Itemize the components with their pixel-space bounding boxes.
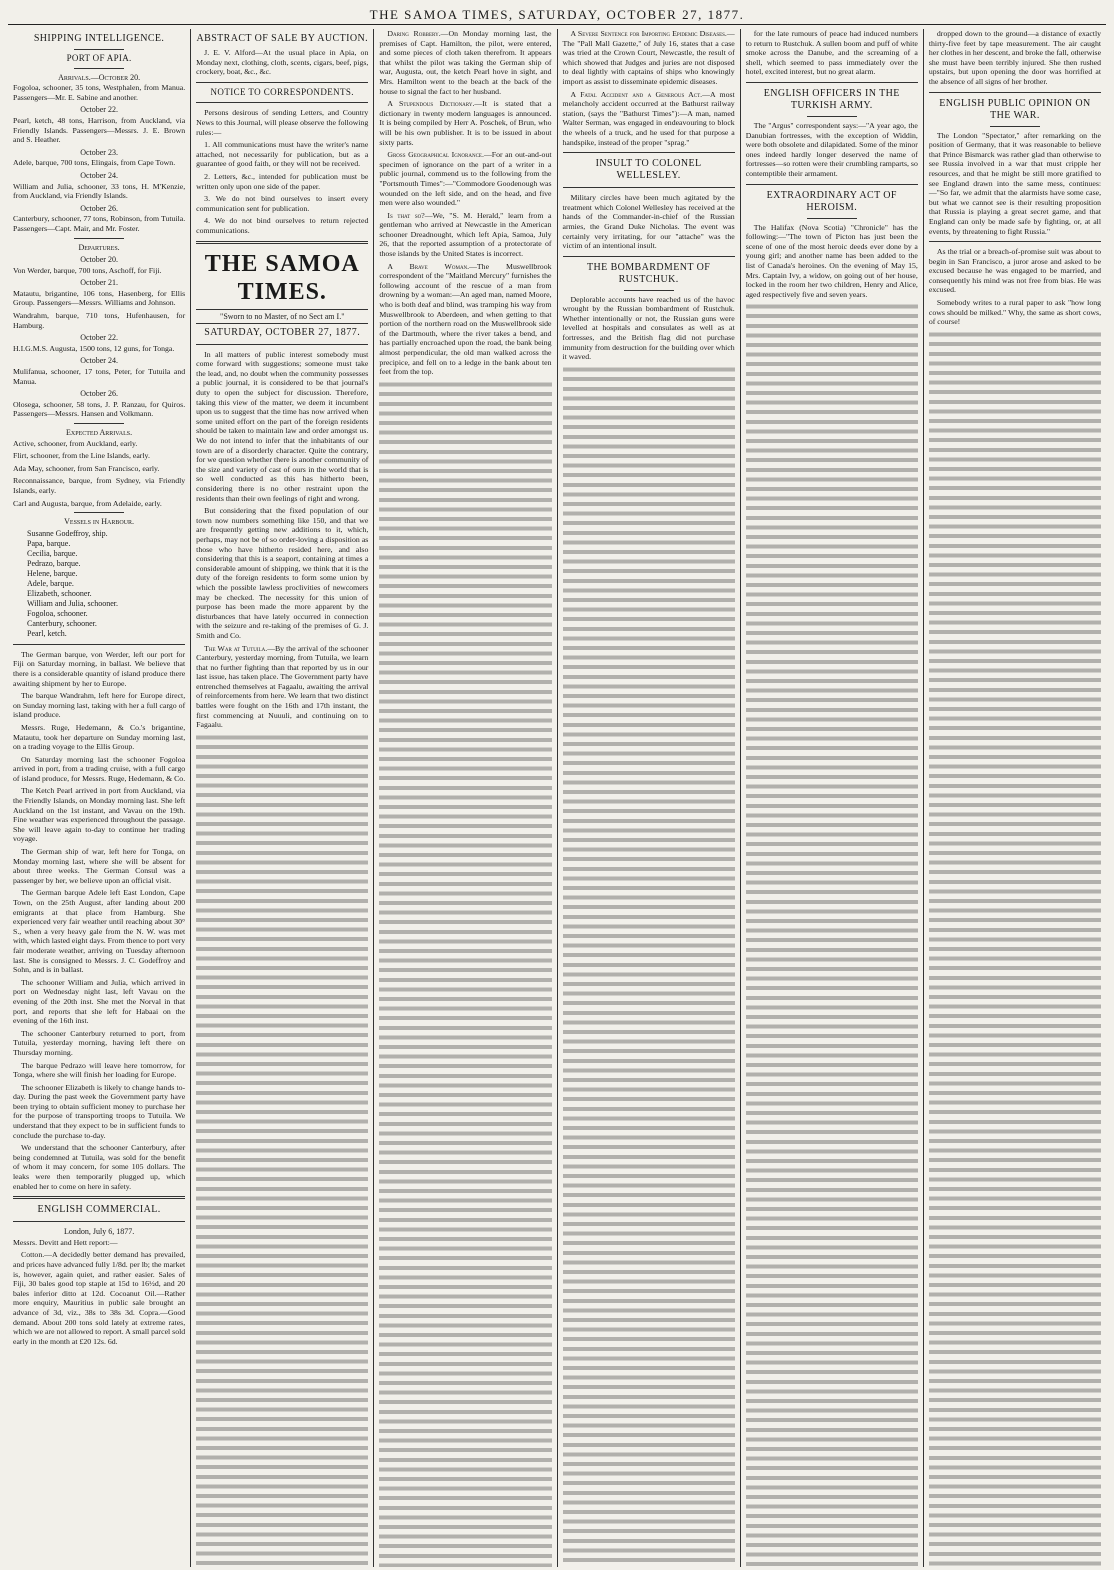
entry-date: October 20. [80,255,118,265]
departures-list [13,255,185,419]
harbour-entry: Papa, barque. [27,538,71,548]
paper-motto: "Sworn to no Master, of no Sect am I." [196,309,368,325]
ship-entry: Pearl, ketch, 48 tons, Harrison, from Auckland, via Friendly Islands. Passengers—Messrs. J. E. Brown and S. Heather. [13,115,186,145]
shipping-title: SHIPPING INTELLIGENCE. [33,33,165,44]
shipping-note: The barque Pedrazo will leave here tomorrow, for Tonga, where she will finish her loading for Europe. [13,1060,186,1080]
notice-intro: Persons desirous of sending Letters, and Country News to this Journal, will please observe the following rules:— [196,108,369,137]
editorial-paragraph: In all matters of public interest somebody must come forward with suggestions; someone must take the lead, and, no doubt when the community possesses a public journal, it is considered to be that journal's duty to open the subject for discussion. Therefore, taking this view of the matter, we deem it incumbent upon us to suggest that the time has now arrived when some united effort on the part of the foreign residents should be taken to maintain law and order amongst us. We do not intend to infer that the inhabitants of our town are of a disorderly character. Quite the contrary, for we question whether there is another community of the size and variety of cast of ours in the world that is so well conducted as this has hitherto been, considering there is no other restraint upon the residents than their own feelings of right and wrong. [196,349,369,503]
body-text-filler [929,330,1101,1567]
ship-entry: Fogoloa, schooner, 35 tons, Westphalen, from Manua. Passengers—Mr. E. Sabine and another. [13,83,186,102]
entry-date: October 26. [80,389,118,399]
divider [196,82,368,83]
auction-text: J. E. V. Alford—At the usual place in Apia, on Monday next, clothing, cloth, scents, cigars, beef, pigs, crockery, boat, &c., &c. [196,48,369,77]
ignorance-title: Gross Geographical Ignorance. [387,150,484,160]
divider [13,644,185,645]
brave-article: A Brave Woman.—The Muswellbrook correspondent of the "Maitland Mercury" furnishes the following account of the rescue of a man from drowning by a woman:—An aged man, named Moore, who is both deaf and blind, was tramping his way from Muswellbrook to Aberdeen, and when getting to that portion of the northern road on the Muswellbrook side of the Dartmouth, where the river takes a bend, and has partially encroached upon the road, the bank being almost perpendicular, the old man walked across the precipice, and fell on to a ledge in the bank about ten feet from the top. [379,261,552,377]
divider [74,512,124,513]
port-title: PORT OF APIA. [66,53,132,63]
ignorance-text: For an out-and-out specimen of ignorance on the part of a writer in a public journal, commend us to the following from the "Portsmouth Times":—"Commodore Goodenough was wounded on the left side, and on the head, and five men were also wounded." [379,150,552,208]
closing-text: Somebody writes to a rural paper to ask "how long cows should be milked." Why, the same as short cows, of course! [928,298,1102,327]
harbour-entry: Pedrazo, barque. [27,558,81,568]
col6-lead-text: dropped down to the ground—a distance of exactly thirty-five feet by tape measurement. The air caught her clothes in her descent, and broke the fall, otherwise she must have been terribly injured. She then rushed upstairs, but upon opening the door was horrified at the absence of all signs of her brother. [928,29,1102,86]
divider [929,92,1101,93]
ship-entry: Matautu, brigantine, 106 tons, Hasenberg, for Ellis Group. Passengers—Messrs. Williams and Johnson. [13,288,186,308]
expected-entry: Reconnaissance, barque, from Sydney, via Friendly Islands, early. [13,476,186,495]
shipping-note: The barque Wandrahm, left here for Europe direct, on Sunday morning last, taking with her a full cargo of island produce. [13,691,186,720]
war-text: By the arrival of the schooner Canterbury, yesterday morning, from Tutuila, we learn that no further fighting than that reported by us in our last issue, has taken place. The Government party have entrenched themselves at Fagaalu, awaiting the arrival of reinforcements from here. We learn that two distinct battles were fought on the 16th and 17th instant, the first commencing at Nuuuli, and continuing on to Fagaalu. [196,643,369,730]
harbour-entry: Cecilia, barque. [27,548,78,558]
body-text-filler [196,733,368,1567]
robbery-article: Daring Robbery.—On Monday morning last, the premises of Capt. Hamilton, the pilot, were entered, and some pieces of cloth taken therefrom. It appears that whilst the pilot was taking the German ship of war, Augusta, out, the ketch Pearl hove in sight, and Mrs. Hamilton went to the beach at the back of the house to signal the fact to her husband. [379,29,552,96]
officers-title: ENGLISH OFFICERS IN THE TURKISH ARMY. [763,87,900,111]
ship-entry: Mulifanua, schooner, 17 tons, Peter, for Tutuila and Manua. [13,367,186,386]
shipping-notes-2 [13,888,185,1191]
divider [74,423,124,424]
column-1 [8,29,191,1567]
harbour-entry: Canterbury, schooner. [27,618,97,628]
accident-text: A most melancholy accident occurred at the Bathurst railway station, (says the "Bathurst Times"):—A man, named Walter Serman, was engaged in endeavouring to block the wheels of a truck, and he used for that purpose a handspike, instead of the proper "sprag." [562,89,735,147]
expected-label: Expected Arrivals. [66,428,133,437]
expected-entry: Active, schooner, from Auckland, early. [13,438,138,448]
divider [196,102,368,103]
sentence-article: A Severe Sentence for Importing Epidemic Diseases.—The "Pall Mall Gazette," of July 16, states that a case was tried at the Crown Court, Newcastle, the result of which showed that Judges and juries are not disposed to deal lightly with captains of ships who knowingly import as assist to disseminate epidemic diseases. [562,29,735,86]
divider [624,290,674,291]
notice-title: NOTICE TO CORRESPONDENTS. [210,86,354,97]
divider [74,238,124,239]
commercial-date: London, July 6, 1877. [63,1227,135,1237]
harbour-list [27,529,185,639]
commercial-from: Messrs. Devitt and Hett report:— [13,1237,118,1247]
auction-title: ABSTRACT OF SALE BY AUCTION. [196,33,368,44]
heroism-title: EXTRAORDINARY ACT OF HEROISM. [766,189,897,213]
officers-text: The "Argus" correspondent says:—"A year ago, the Danubian fortresses, with the exception of Widdin, were both obsolete and dilapidated. Some of the minor ones indeed hardly longer deserved the name of fortresses—so rotten were their crumbling ramparts, so contemptible their armament. [745,120,918,178]
columns [8,29,1106,1567]
entry-date: October 22. [80,333,118,343]
robbery-text: On Monday morning last, the premises of Capt. Hamilton, the pilot, were entered, and some pieces of cloth taken therefrom. It appears that whilst the pilot was taking the German ship of war, Augusta, out, the ketch Pearl hove in sight, and Mrs. Hamilton went to the beach at the back of the house to signal the fact to her husband. [379,29,552,96]
entry-date: October 21. [80,278,118,288]
entry-date: October 22. [80,105,118,115]
body-text-filler [563,365,735,1567]
entry-date: October 24. [80,170,118,180]
brave-text: The Muswellbrook correspondent of the "Maitland Mercury" furnishes the following account of the rescue of a man from drowning by a woman:—An aged man, named Moore, who is both deaf and blind, was tramping his way from Muswellbrook to Aberdeen, and when getting to that portion of the northern road on the Muswellbrook side of the Dartmouth, where the river takes a bend, and has partially encroached upon the road, the bank being almost perpendicular, the old man walked across the precipice, and fell on to a ledge in the bank about ten feet from the top. [379,261,552,377]
column-6 [924,29,1106,1567]
divider [563,256,735,257]
shipping-note: The Ketch Pearl arrived in port from Auckland, via the Friendly Islands, on Monday morning last. She left Auckland on the 1st instant, and Vavau on the 19th. Fine weather was experienced throughout the passage. She will leave again to-day to continue her trading voyage. [13,786,186,844]
divider [196,344,368,345]
shipping-note: On Saturday morning last the schooner Fogoloa arrived in port, from a trading cruise, with a full cargo of island produce, for Messrs. Ruge, Hedemann, & Co. [13,754,186,783]
ship-entry: Wandrahm, barque, 710 tons, Hufenhausen, for Hamburg. [13,311,186,330]
shipping-note: The German barque Adele left East London, Cape Town, on the 25th August, after landing about 200 emigrants at that place from Hamburg. She experienced very fair weather until reaching about 30° S., when a very heavy gale from the N. W. was met with, which lasted eight days. From thence to port very fair moderate weather, arriving on Tuesday afternoon last. She is consigned to Messrs. J. C. Godeffroy and Sohn, and is in ballast. [13,888,186,975]
shipping-note: The German ship of war, left here for Tonga, on Monday morning last, where she will be absent for about three weeks. The German Consul was a passenger by her, we believe upon an official visit. [13,847,186,885]
shipping-note: Messrs. Ruge, Hedemann, & Co.'s brigantine, Matautu, took her departure on Sunday morning last, on a trading voyage to the Ellis Group. [13,722,186,752]
robbery-title: Daring Robbery. [387,29,441,38]
entry-date: October 26. [80,203,118,213]
divider [746,82,918,83]
publication-date: SATURDAY, OCTOBER 27, 1877. [204,327,361,339]
bombard-text: Deplorable accounts have reached us of the havoc wrought by the Russian bombardment of Rustchuk. Whether intentionally or not, the Russian guns were levelled at hospitals and consulates as well as at fortresses, and the British flag did not purchase immunity from destruction for the building over which it waved. [562,294,735,362]
divider [74,68,124,69]
column-4 [558,29,741,1567]
divider [13,1221,185,1222]
insult-title: INSULT TO COLONEL WELLESLEY. [595,158,702,182]
departures-label: Departures. [78,242,120,252]
editorial [196,350,368,641]
opinion-title: ENGLISH PUBLIC OPINION ON THE WAR. [939,97,1091,121]
column-5 [741,29,924,1567]
expected-entry: Flirt, schooner, from the Line Islands, early. [13,451,150,461]
ignorance-article: Gross Geographical Ignorance.—For an out-and-out specimen of ignorance on the part of a writer in a public journal, commend us to the following from the "Portsmouth Times":—"Commodore Goodenough was wounded on the left side, and on the head, and five men were also wounded." [379,150,552,208]
war-title: The War at Tutuila. [204,643,268,653]
divider [746,184,918,185]
ship-entry: Adele, barque, 700 tons, Elingais, from Cape Town. [13,158,176,168]
ship-entry: Von Werder, barque, 700 tons, Aschoff, for Fiji. [13,265,162,275]
ship-entry: H.I.G.M.S. Augusta, 1500 tons, 12 guns, for Tonga. [13,343,175,353]
column-3 [374,29,557,1567]
commercial-text: Cotton.—A decidedly better demand has prevailed, and prices have advanced fully 1/8d. per lb; the market is, however, again quiet, and rather easier. Sales of Fiji, 30 bales good top staple at 15d to 16½d, and 20 bales inferior ditto at 12d. Cocoanut Oil.—Rather more enquiry, Mauritius in public sale brought an advance of 3d, viz., 38s to 38s 3d. Copra.—Good demand. About 200 tons sold lately at extreme rates, which we are not allowed to report. A small parcel sold early in the month at £20 12s. 6d. [13,1250,186,1346]
divider [196,241,368,244]
running-header: THE SAMOA TIMES, SATURDAY, OCTOBER 27, 1877. [8,6,1106,25]
isthatso-text: We, "S. M. Herald," learn from a gentleman who arrived at Newcastle in the American schooner Dreadnought, which left Apia, Samoa, July 26, that the reported assumption of a protectorate of those islands by the United States is incorrect. [379,210,552,259]
harbour-label: Vessels in Harbour. [64,517,135,527]
shipping-note: The schooner Elizabeth is likely to change hands to-day. During the past week the Government party have been trying to obtain sufficient money to purchase her for the purpose of transporting troops to Tutuila. We understand that they expect to be in sufficient funds to conclude the purchase to-day. [13,1082,186,1140]
divider [74,49,124,50]
harbour-entry: William and Julia, schooner. [27,598,118,608]
isthatso-article: Is that so?—We, "S. M. Herald," learn from a gentleman who arrived at Newcastle in the American schooner Dreadnought, which left Apia, Samoa, July 26, that the reported assumption of a protectorate of those islands by the United States is incorrect. [379,210,552,259]
bombard-title: THE BOMBARDMENT OF RUSTCHUK. [587,261,711,285]
divider [929,241,1101,242]
shipping-note: The schooner Canterbury returned to port, from Tutuila, yesterday morning, having left there on Thursday morning. [13,1028,186,1057]
divider [563,187,735,188]
expected-entry: Carl and Augusta, barque, from Adelaide, early. [13,498,162,508]
divider [807,116,857,117]
insult-text: Military circles have been much agitated by the treatment which Colonel Wellesley has received at the hands of the Commander-in-chief of the Russian armies, the Grand Duke Nicholas. The event was certainly very irritating, for our "attache" was the victim of an intentional insult. [562,193,735,251]
body-text-filler [379,380,551,1567]
divider [13,1196,185,1199]
entry-date: October 23. [80,147,118,157]
harbour-entry: Elizabeth, schooner. [27,588,92,598]
harbour-entry: Susanne Godeffroy, ship. [27,528,108,538]
expected-entry: Ada May, schooner, from San Francisco, early. [13,463,160,473]
dictionary-text: It is stated that a dictionary in twenty modern languages is announced. It is being compiled by Herr A. Poschek, of Brun, who will be his own publisher. It is to be issued in about sixty parts. [379,99,552,147]
harbour-entry: Adele, barque. [27,578,74,588]
divider [990,126,1040,127]
divider [807,218,857,219]
shipping-note: The German barque, von Werder, left our port for Fiji on Saturday morning, in ballast. We believe that there is a considerable quantity of island produce there awaiting shipment by her to Europe. [13,649,186,688]
accident-article: A Fatal Accident and a Generous Act.—A most melancholy accident occurred at the Bathurst railway station, (says the "Bathurst Times"):—A man, named Walter Serman, was engaged in endeavouring to block the wheels of a truck, and he used for that purpose a handspike, instead of the proper "sprag." [562,89,735,147]
expected-list [13,439,185,509]
paper-title: THE SAMOA TIMES. [204,250,360,305]
sentence-title: A Severe Sentence for Importing Epidemic Diseases. [570,29,727,38]
opinion-text: The London "Spectator," after remarking on the position of Germany, that it was reasonable to believe that Prince Bismarck was rather glad than otherwise to see Russia involved in a war that must cripple her resources, and that he might be still more gratified to see England drawn into the same mess, continues:—"So far, we admit that the alarmists have some case, but what we cannot see is their resulting proposition that Russia is playing a great secret game, and that England can only be made safe by fighting, or, at all events, by threatening to fight Russia." [928,130,1102,236]
notice-rule: 3. We do not bind ourselves to insert every communication sent for publication. [196,194,369,213]
arrivals-list [13,83,185,233]
editorial-paragraph: But considering that the fixed population of our town now numbers something like 150, and that we are frequently getting new additions to it, which, perhaps, may not be of so order-loving a disposition as those who have hitherto resided here, and also considering that this is a seaport, containing at times a considerable amount of shipping, we think that it is the duty of the foreign residents to form some union by which the possible lawless proclivities of newcomers may be checked. The necessity for this union of purpose has been made the more apparent by the disturbances that have lately occurred in connection with the seizure and re-taking of the premises of G. J. Smith and Co. [196,506,369,640]
masthead [196,250,368,338]
harbour-entry: Helene, barque. [27,568,78,578]
ship-entry: Canterbury, schooner, 77 tons, Robinson, from Tutuila. Passengers—Capt. Mair, and Mr. Foster. [13,214,186,233]
accident-title: A Fatal Accident and a Generous Act. [570,89,703,99]
dictionary-title: A Stupendous Dictionary. [387,99,475,109]
entry-date: October 24. [80,356,118,366]
ship-entry: William and Julia, schooner, 33 tons, H. M'Kenzie, from Auckland, via Friendly Islands. [13,181,186,201]
ship-entry: Olosega, schooner, 58 tons, J. P. Ranzau, for Quiros. Passengers—Messrs. Hansen and Volkmann. [13,399,186,419]
isthatso-title: Is that so? [387,210,425,220]
trial-text: As the trial or a breach-of-promise suit was about to begin in San Francisco, a juror arose and asked to be excused because he was engaged to be married, and consequently his mind was not free from bias. He was excused. [928,247,1102,295]
dictionary-article: A Stupendous Dictionary.—It is stated that a dictionary in twenty modern languages is announced. It is being compiled by Herr A. Poschek, of Brun, who will be his own publisher. It is to be issued in about sixty parts. [379,99,552,147]
body-text-filler [746,302,918,1567]
sentence-text: The "Pall Mall Gazette," of July 16, states that a case was tried at the Crown Court, Newcastle, the result of which showed that Judges and juries are not disposed to deal lightly with captains of ships who knowingly import as assist to disseminate epidemic diseases. [562,38,735,86]
brave-title: A Brave Woman. [387,261,470,271]
arrivals-label: Arrivals.—October 20. [58,72,141,82]
commercial-title: ENGLISH COMMERCIAL. [37,1204,161,1216]
harbour-entry: Fogoloa, schooner. [27,608,88,618]
divider [563,152,735,153]
heroism-text: The Halifax (Nova Scotia) "Chronicle" has the following:—"The town of Picton has just been the scene of one of the most heroic deeds ever done by a young girl; and another name has been added to the list of Canada's heroines. On the evening of May 15, Mrs. Captain Ivy, a widow, on going out of her house, locked in the room her two children, Henry and Alice, aged respectively five and seven years. [745,222,918,299]
notice-rule: 1. All communications must have the writer's name attached, not necessarily for publication, but as a guarantee of good faith, or they will not be received. [196,140,369,169]
column-2 [191,29,374,1567]
shipping-note: The schooner William and Julia, which arrived in port on Wednesday night last, left Vavau on the evening of the 20th inst. She met the Norval in that port, and reports that she left for Habaai on the evening of the 16th inst. [13,977,186,1026]
notice-rules [196,140,368,235]
war-article: The War at Tutuila.—By the arrival of the schooner Canterbury, yesterday morning, from Tutuila, we learn that no further fighting than that reported by us in our last issue, has taken place. The Government party have entrenched themselves at Fagaalu, awaiting the arrival of reinforcements from here. We learn that two distinct battles were fought on the 16th and 17th instant, the first commencing at Nuuuli, and continuing on to Fagaalu. [196,643,369,730]
notice-rule: 2. Letters, &c., intended for publication must be written only upon one side of the paper. [196,171,369,191]
notice-rule: 4. We do not bind ourselves to return rejected communications. [196,216,369,235]
shipping-notes [13,650,185,886]
shipping-note: We understand that the schooner Canterbury, after being condemned at Tutuila, was sold for the benefit of whom it may concern, for some 105 dollars. The leaks were then temporarily plugged up, which enabled her to come on here in safety. [13,1143,186,1191]
harbour-entry: Pearl, ketch. [27,628,67,638]
col5-lead-text: for the late rumours of peace had induced numbers to return to Rustchuk. A sullen boom and puff of white smoke across the Danube, and the screaming of a shell, which seemed to pass immediately over the hotel, excited interest, but no great alarm. [745,29,918,77]
